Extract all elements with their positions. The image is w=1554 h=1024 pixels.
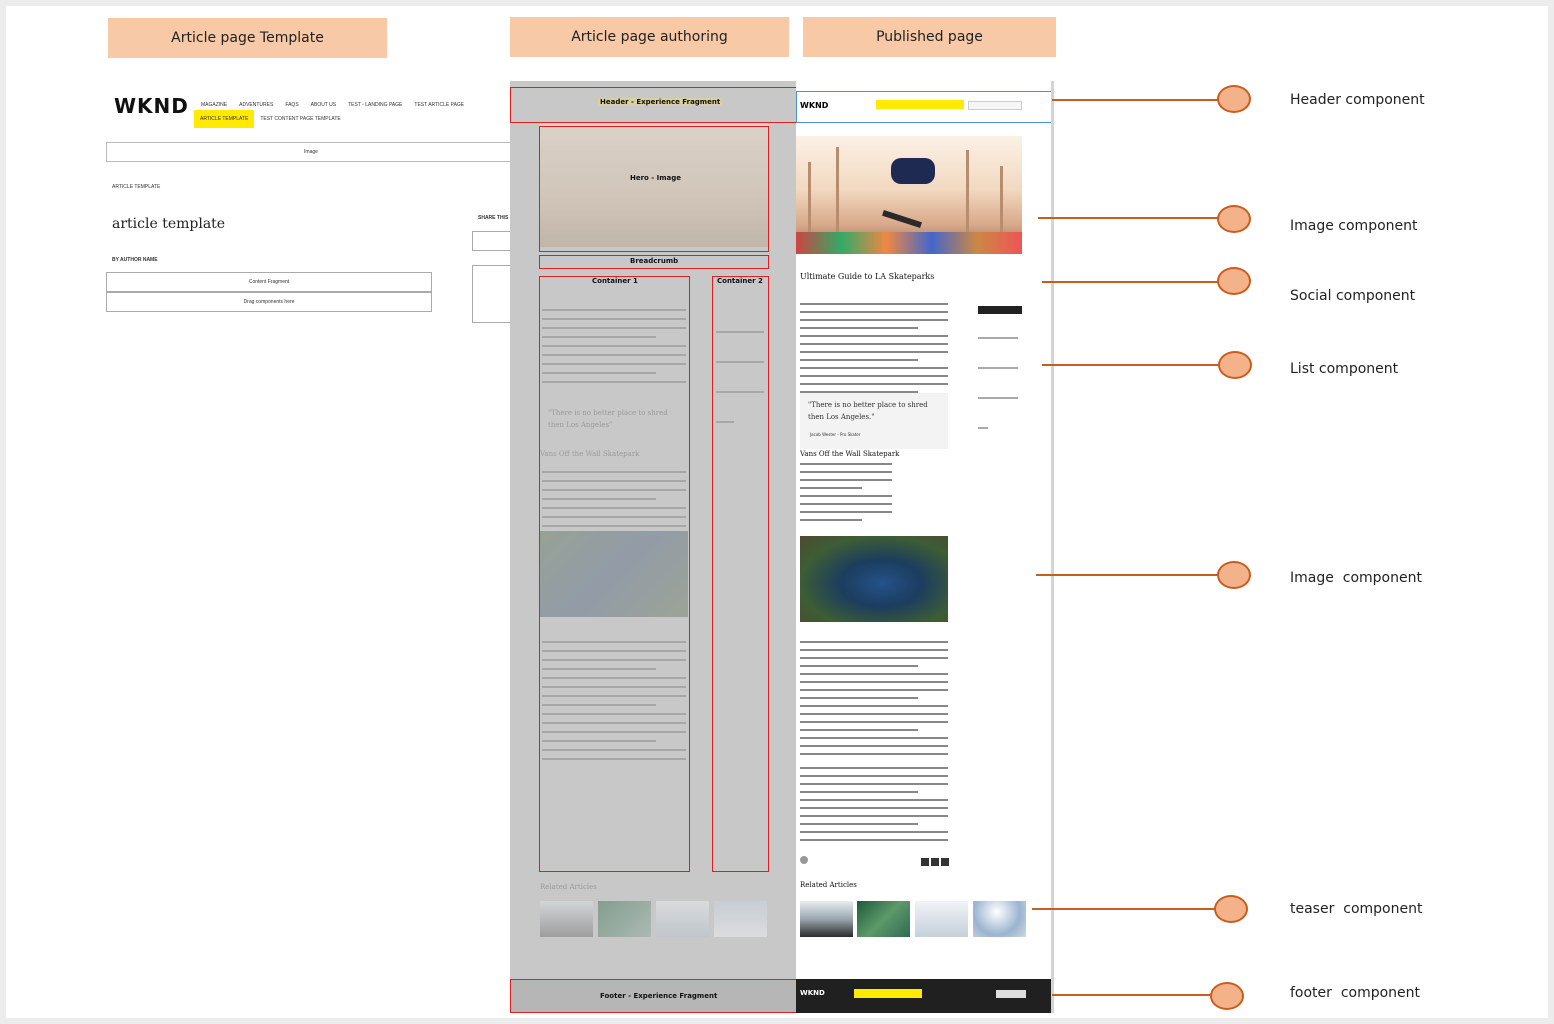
hero-skater-image: [796, 136, 1022, 254]
text-line: [800, 303, 948, 305]
teaser-annotation: teaser component: [1290, 901, 1423, 917]
text-line: [800, 775, 948, 777]
text-line: [800, 487, 862, 489]
search-box[interactable]: [968, 101, 1022, 110]
container1-label: Container 1: [592, 277, 638, 285]
hero-image-region: [539, 126, 769, 252]
text-line: [800, 823, 918, 825]
text-line: [978, 337, 1018, 339]
author-avatar: [800, 856, 808, 864]
text-line: [800, 729, 918, 731]
nav-item: TEST CONTENT PAGE TEMPLATE: [260, 116, 341, 122]
image2-annotation: Image component: [1290, 570, 1422, 586]
teaser-connector: [1032, 908, 1216, 910]
text-line: [800, 657, 948, 659]
template-share-label: SHARE THIS: [478, 215, 509, 221]
social-connector: [1042, 281, 1220, 283]
template-title: article template: [112, 216, 226, 232]
image2-connector: [1036, 574, 1220, 576]
text-line: [800, 359, 918, 361]
breadcrumb-label: Breadcrumb: [630, 257, 679, 265]
twitter-icon[interactable]: [941, 858, 949, 866]
faded-teaser-image: [540, 901, 593, 937]
text-line: [800, 503, 892, 505]
image-placeholder: Image: [106, 142, 516, 162]
faded-section-title: Vans Off the Wall Skatepark: [540, 450, 640, 458]
text-line: [800, 367, 948, 369]
template-secondary-nav: [194, 110, 341, 128]
image2-callout-dot: [1217, 561, 1251, 589]
share-icon[interactable]: [921, 858, 929, 866]
pull-quote: [800, 393, 948, 449]
footer-connector: [1052, 994, 1212, 996]
text-line: [800, 479, 892, 481]
text-line: [800, 327, 918, 329]
list-callout-dot: [1218, 351, 1252, 379]
list-connector: [1042, 364, 1220, 366]
footer-fragment-label: Footer - Experience Fragment: [600, 992, 718, 1000]
text-line: [800, 463, 892, 465]
text-line: [800, 713, 948, 715]
crowd: [796, 232, 1022, 254]
text-line: [800, 689, 948, 691]
text-line: [800, 839, 948, 841]
social-share-button[interactable]: [978, 306, 1022, 314]
nav-item: ABOUT US: [310, 102, 337, 108]
article-title: Ultimate Guide to LA Skateparks: [800, 272, 935, 281]
image-connector: [1038, 217, 1220, 219]
nav-item-active: ARTICLE TEMPLATE: [194, 110, 254, 128]
template-preview: [106, 86, 516, 346]
skater-figure: [891, 158, 935, 184]
text-line: [800, 375, 948, 377]
share-box: [472, 231, 512, 251]
text-line: [800, 673, 948, 675]
text-line: [800, 831, 948, 833]
text-line: [800, 783, 948, 785]
palm-tree: [808, 162, 811, 232]
text-line: [800, 721, 948, 723]
related-articles-title: Related Articles: [800, 881, 857, 889]
text-line: [978, 367, 1018, 369]
container2-region: [712, 276, 769, 872]
quote-text: "There is no better place to shred then Los Angeles.": [808, 401, 928, 421]
nav-item: TEST ARTICLE PAGE: [414, 102, 465, 108]
social-callout-dot: [1217, 267, 1251, 295]
side-box: [472, 265, 512, 323]
text-line: [800, 681, 948, 683]
text-line: [800, 815, 948, 817]
footer-yellow-nav: [854, 989, 922, 998]
palm-tree: [836, 147, 839, 232]
authoring-column-label: Article page authoring: [510, 17, 789, 57]
image-annotation: Image component: [1290, 218, 1418, 234]
text-line: [800, 383, 948, 385]
text-line: [800, 511, 892, 513]
faded-teaser-image: [598, 901, 651, 937]
list-annotation: List component: [1290, 361, 1399, 377]
text-line: [978, 397, 1018, 399]
faded-quote: "There is no better place to shred then Los Angeles": [548, 409, 668, 429]
text-line: [800, 799, 948, 801]
quote-author: Jacob Wester - Pro Skater: [810, 432, 861, 437]
text-line: [800, 753, 948, 755]
footer: [796, 979, 1052, 1013]
text-line: [800, 343, 948, 345]
template-column-label: Article page Template: [108, 18, 387, 58]
published-column-label: Published page: [803, 17, 1056, 57]
palm-tree: [1000, 166, 1003, 232]
text-line: [800, 351, 948, 353]
text-line: [800, 807, 948, 809]
nav-item: FAQS: [285, 102, 299, 108]
header-annotation: Header component: [1290, 92, 1425, 108]
wknd-logo: WKND: [114, 94, 189, 118]
teaser-image[interactable]: [800, 901, 853, 937]
published-logo: WKND: [800, 101, 829, 110]
header-callout-dot: [1217, 85, 1251, 113]
text-line: [800, 705, 948, 707]
text-line: [800, 519, 862, 521]
text-line: [800, 791, 918, 793]
template-author: BY AUTHOR NAME: [112, 257, 158, 263]
template-breadcrumb: ARTICLE TEMPLATE: [112, 184, 161, 190]
teaser-image[interactable]: [857, 901, 910, 937]
skateboard: [882, 210, 922, 228]
text-line: [800, 737, 948, 739]
nav-item: MAGAZINE: [201, 102, 228, 108]
content-fragment-box: Content Fragment: [106, 272, 432, 292]
text-line: [800, 745, 948, 747]
image-callout-dot: [1217, 205, 1251, 233]
yellow-nav: [876, 100, 964, 109]
template-primary-nav: [201, 102, 464, 108]
container2-label: Container 2: [717, 277, 763, 285]
text-line: [800, 641, 948, 643]
text-line: [800, 767, 948, 769]
text-line: [800, 471, 892, 473]
text-line: [800, 495, 892, 497]
header-fragment-label: Header - Experience Fragment: [600, 98, 721, 106]
text-line: [800, 319, 948, 321]
palm-tree: [966, 150, 969, 232]
faded-teaser-image: [656, 901, 709, 937]
nav-item: ADVENTURES: [239, 102, 274, 108]
footer-social-icons[interactable]: [996, 990, 1026, 998]
authoring-preview: [510, 81, 798, 1013]
faded-related-title: Related Articles: [540, 883, 597, 891]
text-line: [800, 335, 948, 337]
footer-callout-dot: [1210, 982, 1244, 1010]
text-line: [800, 649, 948, 651]
published-preview: [796, 81, 1054, 1013]
teaser-image[interactable]: [915, 901, 968, 937]
nav-item: TEST - LANDING PAGE: [348, 102, 403, 108]
faded-teaser-image: [714, 901, 767, 937]
drag-components-box: Drag components here: [106, 292, 432, 312]
section-title: Vans Off the Wall Skatepark: [800, 450, 900, 458]
hero-image-label: Hero - Image: [630, 174, 682, 182]
text-line: [800, 665, 918, 667]
teaser-image[interactable]: [973, 901, 1026, 937]
text-line: [800, 697, 918, 699]
footer-annotation: footer component: [1290, 985, 1421, 1001]
footer-logo: WKND: [800, 989, 825, 997]
facebook-icon[interactable]: [931, 858, 939, 866]
text-line: [800, 311, 948, 313]
teaser-callout-dot: [1214, 895, 1248, 923]
social-annotation: Social component: [1290, 288, 1416, 304]
diagram-canvas: [6, 6, 1548, 1018]
header-connector: [1052, 99, 1220, 101]
text-line: [978, 427, 988, 429]
pool-image: [800, 536, 948, 622]
container1-region: [539, 276, 690, 872]
